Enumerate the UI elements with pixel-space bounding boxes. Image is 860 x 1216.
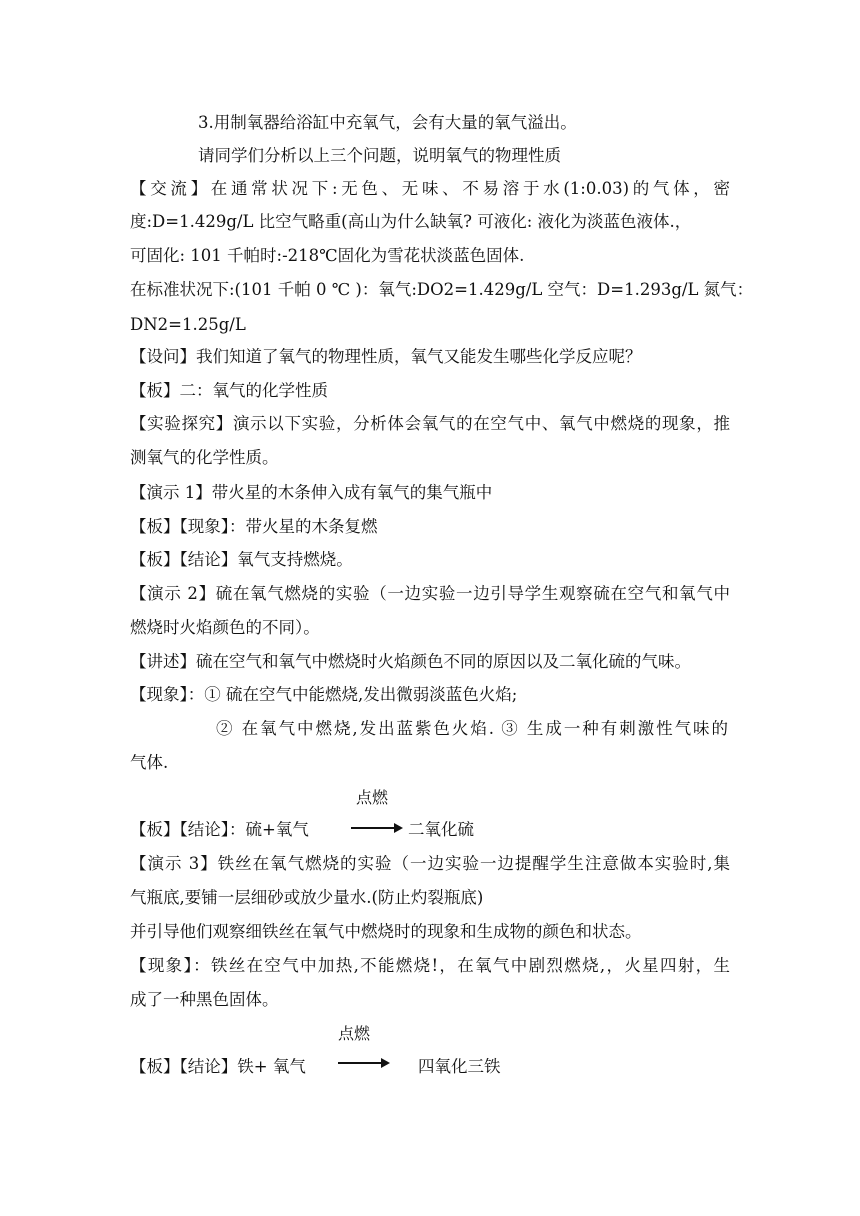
text-line: 【板】【现象】：带火星的木条复燃 bbox=[130, 517, 378, 536]
reaction-lhs: 【板】【结论】铁+ 氧气 bbox=[130, 1057, 306, 1076]
section-heading: 【板】二：氧气的化学性质 bbox=[130, 381, 328, 400]
text-line: 【讲述】硫在空气和氧气中燃烧时火焰颜色不同的原因以及二氧化硫的气味。 bbox=[130, 652, 691, 671]
reaction-condition: 点燃 bbox=[356, 788, 389, 807]
text-line: 【演示 1】带火星的木条伸入成有氧气的集气瓶中 bbox=[130, 483, 493, 502]
text-line: 【实验探究】演示以下实验，分析体会氧气的在空气中、氧气中燃烧的现象，推 bbox=[130, 414, 730, 433]
reaction-arrow-icon bbox=[351, 827, 401, 829]
text-line: 3.用制氧器给浴缸中充氧气，会有大量的氧气溢出。 bbox=[198, 113, 577, 132]
text-line: 可固化: 101 千帕时:-218℃固化为雪花状淡蓝色固体. bbox=[130, 246, 525, 265]
reaction-condition: 点燃 bbox=[338, 1024, 371, 1043]
text-line: 度:D=1.429g/L 比空气略重(高山为什么缺氧? 可液化: 液化为淡蓝色液体.， bbox=[130, 212, 692, 231]
text-line: 成了一种黑色固体。 bbox=[130, 990, 279, 1009]
text-line: 【板】【结论】氧气支持燃烧。 bbox=[130, 550, 353, 569]
reaction-product: 四氧化三铁 bbox=[418, 1057, 501, 1076]
text-line: DN2=1.25g/L bbox=[130, 315, 246, 334]
text-line: 在标准状况下:(101 千帕 0 ℃ )：氧气:DO2=1.429g/L 空气：D=1.293g/L 氮气： bbox=[130, 280, 754, 299]
text-line: 气体. bbox=[130, 753, 169, 772]
reaction-product: 二氧化硫 bbox=[408, 820, 474, 839]
text-line: 测氧气的化学性质。 bbox=[130, 448, 279, 467]
text-line: 【演示 2】硫在氧气燃烧的实验（一边实验一边引导学生观察硫在空气和氧气中 bbox=[130, 584, 730, 603]
text-line: 【交流】在通常状况下:无色、无味、不易溶于水(1:0.03)的气体，密 bbox=[130, 179, 730, 198]
text-line: 请同学们分析以上三个问题，说明氧气的物理性质 bbox=[198, 146, 561, 165]
text-line: 【现象】：① 硫在空气中能燃烧,发出微弱淡蓝色火焰; bbox=[130, 685, 518, 704]
reaction-arrow-icon bbox=[338, 1062, 388, 1064]
text-line: 【设问】我们知道了氧气的物理性质，氧气又能发生哪些化学反应呢？ bbox=[130, 347, 642, 366]
text-line: ② 在氧气中燃烧,发出蓝紫色火焰. ③ 生成一种有刺激性气味的 bbox=[216, 719, 728, 738]
text-line: 【演示 3】铁丝在氧气燃烧的实验（一边实验一边提醒学生注意做本实验时,集 bbox=[130, 854, 730, 873]
text-line: 燃烧时火焰颜色的不同）。 bbox=[130, 618, 320, 637]
text-line: 并引导他们观察细铁丝在氧气中燃烧时的现象和生成物的颜色和状态。 bbox=[130, 922, 642, 941]
reaction-lhs: 【板】【结论】：硫+氧气 bbox=[130, 820, 309, 839]
text-line: 【现象】：铁丝在空气中加热,不能燃烧!，在氧气中剧烈燃烧,，火星四射，生 bbox=[130, 956, 730, 975]
text-line: 气瓶底,要铺一层细砂或放少量水.(防止灼裂瓶底) bbox=[130, 888, 484, 907]
